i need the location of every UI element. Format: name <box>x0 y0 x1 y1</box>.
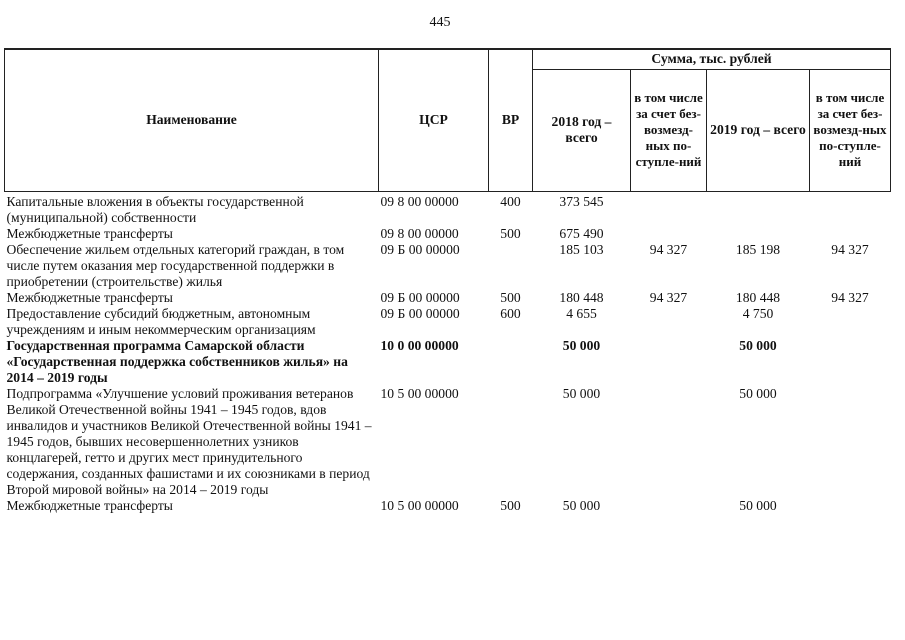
row-csr: 10 5 00 00000 <box>380 497 459 513</box>
row-name: Предоставление субсидий бюджетным, автономным учреждениям и иным некоммерческим организациям <box>6 305 316 337</box>
row-csr: 10 5 00 00000 <box>380 385 459 401</box>
row-2018-total: 4 655 <box>566 305 597 321</box>
row-2018-free <box>631 386 707 498</box>
row-2019-free <box>810 226 891 242</box>
row-2018-free <box>631 191 707 226</box>
row-2019-total: 50 000 <box>739 337 777 353</box>
row-2018-free: 94 327 <box>649 289 688 305</box>
row-2019-free <box>810 191 891 226</box>
row-name: Межбюджетные трансферты <box>6 225 173 241</box>
row-2019-free <box>810 338 891 386</box>
row-csr: 10 0 00 00000 <box>380 337 459 353</box>
row-csr: 09 Б 00 00000 <box>380 305 460 321</box>
row-csr: 09 8 00 00000 <box>380 193 459 209</box>
row-2018-free <box>631 498 707 514</box>
row-2019-total: 50 000 <box>739 385 777 401</box>
row-csr: 09 Б 00 00000 <box>380 241 460 257</box>
row-vr <box>489 386 533 498</box>
table-row <box>5 290 891 306</box>
header-2019-total: 2019 год – всего <box>707 69 810 191</box>
budget-table <box>4 48 891 514</box>
row-2019-free <box>810 386 891 498</box>
row-2018-total: 373 545 <box>559 193 604 209</box>
row-vr: 500 <box>500 289 521 305</box>
row-csr: 09 Б 00 00000 <box>380 289 460 305</box>
row-2018-total: 675 490 <box>559 225 604 241</box>
header-name: Наименование <box>5 49 379 191</box>
row-2018-free <box>631 338 707 386</box>
row-2018-free <box>631 306 707 338</box>
table-row <box>5 191 891 226</box>
row-2018-free <box>631 226 707 242</box>
page-number: 445 <box>429 15 451 30</box>
row-vr: 400 <box>500 193 521 209</box>
header-2019-free: в том числе за счет без-возмезд-ных по-ступле-ний <box>810 69 891 191</box>
table-row <box>5 386 891 498</box>
row-name: Межбюджетные трансферты <box>6 289 173 305</box>
table-row <box>5 306 891 338</box>
row-vr: 500 <box>500 497 521 513</box>
row-2019-free: 94 327 <box>831 289 869 305</box>
row-name: Подпрограмма «Улучшение условий проживания ветеранов Великой Отечественной войны 1941 – 1945 годов, вдов инвалидов и участников Великой Отечественной войны 1941 – 1945 годов, бывших несовершеннолетних узников концлагерей, гетто и других мест принудительного содержания, созданных фашистами и их союзниками в период Второй мировой войны» на 2014 – 2019 годы <box>6 385 372 497</box>
header-vr: ВР <box>489 49 533 191</box>
row-2019-free <box>810 498 891 514</box>
table-row <box>5 498 891 514</box>
header-2018-free: в том числе за счет без-возмезд-ных по-ступле-ний <box>631 69 707 191</box>
row-vr <box>489 242 533 290</box>
row-2018-total: 50 000 <box>562 337 601 353</box>
row-vr: 600 <box>500 305 521 321</box>
row-2018-total: 180 448 <box>559 289 604 305</box>
table-row <box>5 338 891 386</box>
header-2018-total: 2018 год – всего <box>533 69 631 191</box>
row-name: Капитальные вложения в объекты государственной (муниципальной) собственности <box>6 193 304 225</box>
row-2019-total <box>707 226 810 242</box>
row-2018-free: 94 327 <box>649 241 688 257</box>
row-2019-total: 180 448 <box>735 289 781 305</box>
row-name: Межбюджетные трансферты <box>6 497 173 513</box>
row-name: Обеспечение жильем отдельных категорий граждан, в том числе путем оказания мер государственной поддержки в приобретении (строительстве) жилья <box>6 241 345 289</box>
row-2019-total: 50 000 <box>739 497 777 513</box>
row-2019-total: 185 198 <box>735 241 781 257</box>
row-vr <box>489 338 533 386</box>
table-row <box>5 226 891 242</box>
table-row <box>5 242 891 290</box>
row-2019-free: 94 327 <box>831 241 869 257</box>
row-2018-total: 50 000 <box>562 497 601 513</box>
row-2018-total: 185 103 <box>559 241 604 257</box>
header-csr: ЦСР <box>379 49 489 191</box>
row-2019-total: 4 750 <box>742 305 774 321</box>
row-csr: 09 8 00 00000 <box>380 225 459 241</box>
row-vr: 500 <box>500 225 521 241</box>
row-name: Государственная программа Самарской области «Государственная поддержка собственников жилья» на 2014 – 2019 годы <box>6 337 348 385</box>
row-2019-free <box>810 306 891 338</box>
row-2018-total: 50 000 <box>562 385 601 401</box>
header-sum-group: Сумма, тыс. рублей <box>533 49 891 69</box>
row-2019-total <box>707 191 810 226</box>
